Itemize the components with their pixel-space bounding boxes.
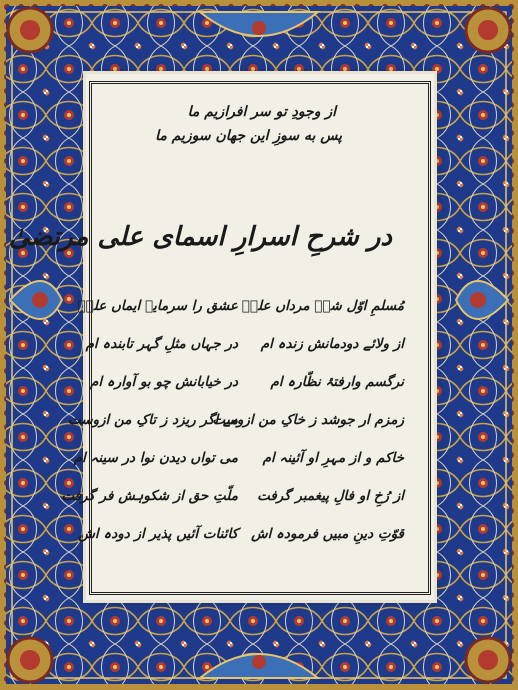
verse-right: قوّتِ دینِ مبیں فرمودہ اش [251,526,404,542]
verse-right: از ولائے دودمانش زندہ ام [260,336,404,352]
corner-medallion [466,8,510,52]
verse-right: از رُخِ او فالِ پیغمبر گرفت [257,488,404,504]
corner-medallion [8,8,52,52]
verse-right: زمزم ار جوشد ز خاکِ من ازوست [212,412,404,428]
corner-medallion [8,638,52,682]
corner-medallion [466,638,510,682]
verse-left: کائنات آئیں پذیر از دودہ اش [78,526,238,542]
verse-left: در جہاں مثلِ گہر تابندہ ام [85,336,238,352]
text-panel [8,74,434,600]
verse-right: نرگسم وارفتۂ نظّارہ ام [270,374,404,390]
verse-left: در خیابانش چو بو آوارہ ام [89,374,238,390]
verse-right: مُسلمِ اوّل شہِ مرداں علیؓ [241,298,404,314]
verse-left: می تواں دیدن نوا در سینہ ام [73,450,238,466]
verse-left: عشق را سرمایۂ ایماں علیؓ [77,298,238,314]
intro-line: پس به سوزِ این جهان سوزیم ما [155,128,342,144]
verse-right: خاکم و از مہرِ او آئینہ ام [262,450,404,466]
verse-left: ملّتِ حق از شکوہش فر گرفت [61,488,238,504]
verse-left: مے اگر ریزد ز تاکِ من ازوست [67,412,238,428]
page-heading: در شرحِ اسرارِ اسمای علی مرتضیٰ [8,222,392,252]
intro-line: از وجودِ تو سر افرازیم ما [187,104,336,120]
